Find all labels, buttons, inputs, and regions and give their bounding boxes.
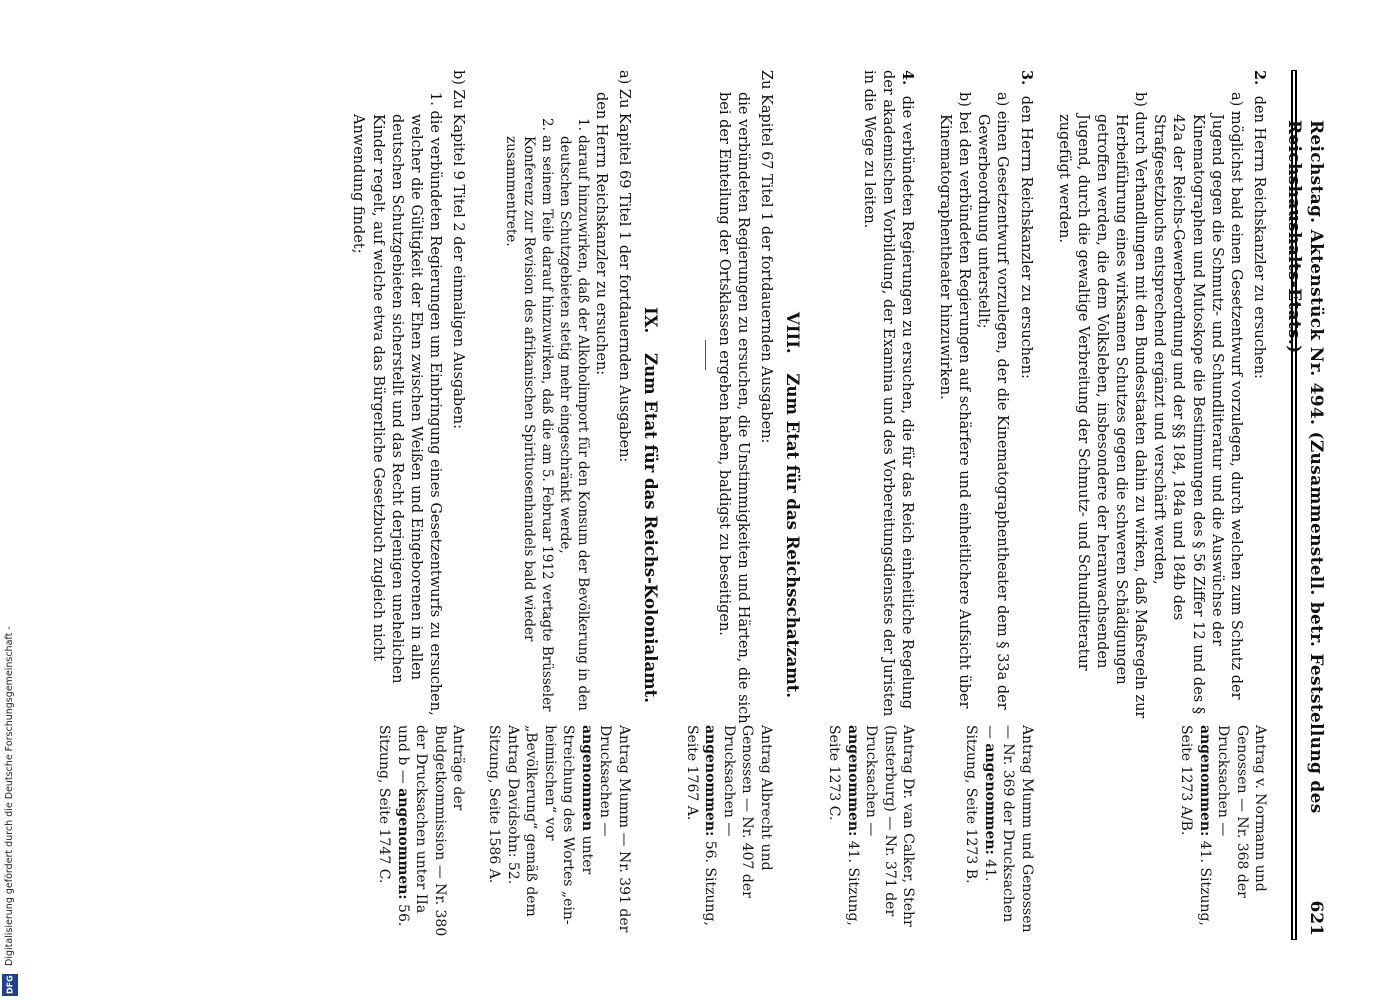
entry-point-1: 1. darauf hinzuwirken, daß der Alkoholimport für den Konsum der Bevölkerung in den deutschen Schutzgebieten stetig mehr eingeschränkt werde, xyxy=(556,118,591,711)
entry-3 xyxy=(935,70,1036,940)
digitization-credit-strip xyxy=(0,606,22,1000)
motion-note: Antrag Mumm und Genossen — Nr. 369 der Drucksachen — angenommen: 41. Sitzung, Seite 1273 B. xyxy=(963,724,1035,933)
section-heading-viii: VIII. Zum Etat für das Reichsschatzamt. xyxy=(782,311,802,699)
entry-point-1: 1. die verbündeten Regierungen um Einbringung eines Gesetzentwurfs zu ersuchen, welcher die Gültigkeit der Ehen zwischen Weißen und Eingeborenen in allen deutschen Schutzgebieten sicherstellt und das Recht derjenigen unehelichen Kinder regelt, auf welche etwa das Bürgerliche Gesetzbuch zugleich nicht Anwendung findet; xyxy=(350,92,443,716)
entry-point-a: a) einen Gesetzentwurf vorzulegen, der die Kinematographentheater dem § 33a der Gewerbeordnung unterstellt; xyxy=(975,92,1011,710)
entry-2 xyxy=(1054,70,1269,940)
entry-number: 2. xyxy=(1251,70,1268,86)
entry-text: die verbündeten Regierungen zu ersuchen, die Unstimmigkeiten und Härten, die sich bei der Einteilung der Ortsklassen ergeben haben, baldigst zu beseitigen. xyxy=(715,92,751,724)
entry-text: die verbündeten Regierungen zu ersuchen, die für das Reich einheitliche Regelung der akademischen Vorbildung, der Examina und des Vorbereitungsdienstes der Juristen in die Wege zu leiten. xyxy=(860,70,915,717)
accepted-label: angenommen: xyxy=(394,788,411,900)
motion-note: Antrag Mumm — Nr. 391 der Drucksachen — angenommen unter Streichung des Wortes „ein-heimischen“ vor „Bevölkerung“ gemäß dem Antrag Davidsohn: 52. Sitzung, Seite 1586 A. xyxy=(486,724,632,933)
accepted-label: angenommen: xyxy=(1196,724,1213,837)
entry-point-a: a) möglichst bald einen Gesetzentwurf vorzulegen, durch welchen zum Schutz der Jugend gegen die Schmutz- und Schundliteratur und die Auswüchse der Kinematographen und Mutoskope die Bestimmungen des § 56 Ziffer 12 und des § 42a der Reichs-Gewerbeordnung und der §§ 184, 184a und 184b des Strafgesetzbuchs entsprechend ergänzt und verschärft werden, xyxy=(1151,92,1244,715)
entry-intro: den Herrn Reichskanzler zu ersuchen: xyxy=(1251,95,1267,379)
motion-note: Antrag Albrecht und Genossen — Nr. 407 der Drucksachen — angenommen: 56. Sitzung, Seite 1767 A. xyxy=(684,724,774,926)
entry-viii xyxy=(683,70,775,940)
page-number: 621 xyxy=(1306,900,1326,936)
accepted-label: angenommen: xyxy=(702,724,719,837)
entry-intro: den Herrn Reichskanzler zu ersuchen: xyxy=(592,92,609,376)
chapter-reference: a) Zu Kapitel 69 Titel 1 der fortdauernden Ausgaben: xyxy=(615,70,632,463)
header-title: Reichstag. Aktenstück Nr. 494. (Zusammenstell. betr. Feststellung des Reichshaushalts-Etats.) xyxy=(1283,120,1326,814)
accepted-label: angenommen xyxy=(578,724,595,832)
entry-number: 4. xyxy=(899,70,916,86)
entry-point-b: b) durch Verhandlungen mit den Bundesstaaten dahin zu wirken, daß Maßregeln zur Herbeiführung eines wirksamen Schutzes gegen die schweren Schädigungen getroffen werden, die dem Volksleben, insbesondere der heranwachsenden Jugend, durch die gewaltige Verbreitung der Schmutz- und Schundliteratur zugefügt werden. xyxy=(1055,92,1149,719)
chapter-reference: Zu Kapitel 67 Titel 1 der fortdauernden Ausgaben: xyxy=(757,70,774,444)
entry-intro: den Herrn Reichskanzler zu ersuchen: xyxy=(1017,95,1034,379)
entry-ix-b xyxy=(348,70,467,940)
entry-number: 3. xyxy=(1017,70,1035,86)
entry-point-2: 2. an seinem Teile darauf hinzuwirken, daß die am 5. Februar 1912 vertagte Brüsseler Konferenz zur Revision des afrikanischen Spirituosenhandels bald wieder zusammentrete. xyxy=(503,118,555,712)
section-heading-ix: IX. Zum Etat für das Reichs-Kolonialamt. xyxy=(640,307,660,703)
dfg-logo: DFG xyxy=(2,974,18,996)
motion-note: Antrag v. Normann und Genossen — Nr. 368 der Drucksachen — angenommen: 41. Sitzung, Seite 1273 A/B. xyxy=(1178,724,1268,926)
accepted-label: angenommen: xyxy=(981,743,998,855)
motion-note: Antrag Dr. van Calker, Stehr (Insterburg) — Nr. 371 der Drucksachen — angenommen: 41. Sitzung, Seite 1273 C. xyxy=(826,724,916,927)
entry-ix-a xyxy=(485,70,633,940)
entry-point-b: b) bei den verbündeten Regierungen auf schärfere und einheitlichere Aufsicht über Kinematographentheater hinzuwirken. xyxy=(937,92,973,709)
chapter-reference: b) Zu Kapitel 9 Titel 2 der einmaligen Ausgaben: xyxy=(450,70,467,429)
entry-4 xyxy=(825,70,917,940)
accepted-label: angenommen: xyxy=(844,724,861,837)
motion-note: Anträge der Budgetkommission — Nr. 380 der Drucksachen unter IIa und b — angenommen: 56. Sitzung, Seite 1747 C. xyxy=(376,724,467,937)
page-header xyxy=(1283,70,1331,940)
divider xyxy=(705,340,706,370)
credit-text: Digitalisierung gefördert durch die Deutsche Forschungsgemeinschaft - xyxy=(4,626,15,966)
